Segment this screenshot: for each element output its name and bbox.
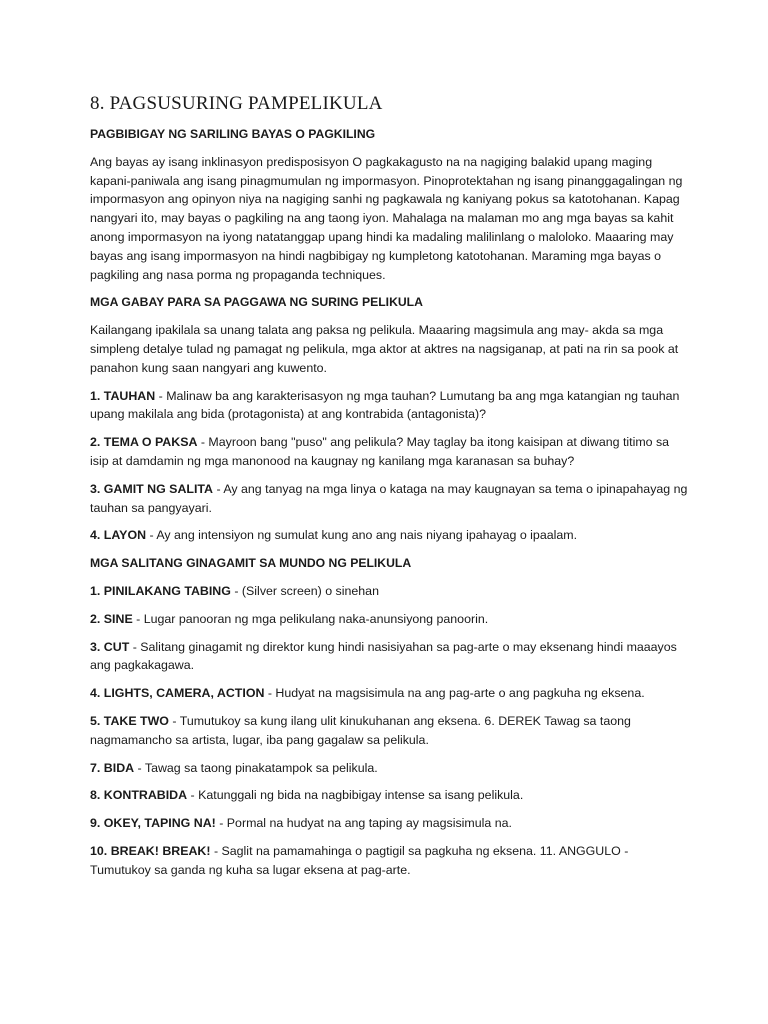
item-term: GAMIT NG SALITA	[103, 481, 214, 496]
item-term: LIGHTS, CAMERA, ACTION	[103, 686, 265, 701]
item-description: - Malinaw ba ang karakterisasyon ng mga tauhan? Lumutang ba ang mga katangian ng tauhan upang makilala ang bida (protagonista) at ang kontrabida (antagonista)?	[90, 388, 680, 422]
item-description: - Katunggali ng bida na nagbibigay intense sa isang pelikula.	[187, 788, 524, 803]
list-item	[90, 610, 690, 629]
section-heading-terms: MGA SALITANG GINAGAMIT SA MUNDO NG PELIKULA	[90, 556, 412, 571]
item-description: - Ay ang tanyag na mga linya o kataga na may kaugnayan sa tema o ipinapahayag ng tauhan sa pangyayari.	[90, 481, 688, 515]
list-item	[90, 684, 690, 703]
item-number: 10.	[90, 843, 108, 858]
section-heading-bias: PAGBIBIGAY NG SARILING BAYAS O PAGKILING	[90, 127, 376, 141]
list-item	[90, 526, 690, 545]
item-term: KONTRABIDA	[103, 788, 188, 803]
terms-list	[90, 582, 690, 880]
list-item	[90, 433, 690, 471]
item-number: 5.	[90, 713, 101, 728]
item-description: - Mayroon bang "puso" ang pelikula? May taglay ba itong kaisipan at diwang titimo sa isip at damdamin ng mga manonood na kaugnay ng kanilang mga karanasan sa buhay?	[90, 435, 670, 468]
list-item	[90, 712, 690, 750]
item-number: 3.	[90, 639, 101, 654]
list-item	[90, 814, 690, 833]
item-term: SINE	[103, 611, 133, 626]
item-term: TEMA O PAKSA	[103, 435, 198, 450]
item-number: 1.	[90, 583, 104, 598]
list-item	[90, 759, 690, 778]
item-description: - Salitang ginagamit ng direktor kung hindi nasisiyahan sa pag-arte o may eksenang hindi maaayos ang pagkakagawa.	[90, 639, 677, 673]
item-number: 4.	[90, 686, 101, 701]
item-term: PINILAKANG TABING	[103, 583, 231, 598]
item-term: BREAK! BREAK!	[110, 843, 211, 858]
item-term: OKEY, TAPING NA!	[103, 816, 216, 831]
item-description: - Tumutukoy sa kung ilang ulit kinukuhanan ang eksena. 6. DEREK Tawag sa taong nagmamancho sa artista, lugar, iba pang gagalaw sa pelikula.	[90, 713, 631, 747]
item-description: - (Silver screen) o sinehan	[230, 583, 379, 598]
guide-intro-paragraph: Kailangang ipakilala sa unang talata ang paksa ng pelikula. Maaaring magsimula ang may- akda sa mga simpleng detalye tulad ng pamagat ng pelikula, mga aktor at aktres na nagsiganap, at pati na rin sa pook at panahon kung saan nangyari ang kuwento.	[90, 323, 679, 375]
item-term: LAYON	[103, 528, 147, 543]
document-page	[90, 92, 690, 889]
item-description: - Hudyat na magsisimula na ang pag-arte o ang pagkuha ng eksena.	[264, 686, 645, 701]
guide-list	[90, 387, 690, 546]
section-heading-guide: MGA GABAY PARA SA PAGGAWA NG SURING PELIKULA	[90, 295, 423, 310]
item-description: - Pormal na hudyat na ang taping ay magsisimula na.	[215, 816, 512, 831]
item-number: 7.	[90, 760, 101, 775]
list-item	[90, 638, 690, 676]
item-term: BIDA	[103, 760, 135, 775]
list-item	[90, 387, 690, 425]
document-title: 8. PAGSUSURING PAMPELIKULA	[90, 93, 383, 114]
item-number: 2.	[90, 611, 101, 626]
item-number: 8.	[90, 788, 101, 803]
item-term: TAUHAN	[103, 388, 156, 403]
list-item	[90, 582, 690, 601]
list-item	[90, 842, 690, 880]
item-number: 1.	[90, 388, 101, 403]
item-description: - Lugar panooran ng mga pelikulang naka-anunsiyong panoorin.	[132, 611, 489, 626]
item-description: - Tawag sa taong pinakatampok sa pelikula.	[134, 760, 378, 775]
item-description: - Saglit na pamamahinga o pagtigil sa pagkuha ng eksena. 11. ANGGULO - Tumutukoy sa ganda ng kuha sa lugar eksena at pag-arte.	[90, 843, 629, 877]
item-number: 4.	[90, 528, 101, 543]
bias-paragraph: Ang bayas ay isang inklinasyon predisposisyon O pagkakagusto na na nagiging balakid upang maging kapani-paniwala ang isang pinagmumulan ng impormasyon. Pinoprotektahan ng isang pinanggagalingan ng impormasyon ang opinyon niya na nagiging sanhi ng pagkawala ng kaniyang pokus sa katotohanan. Kapag nangyari ito, may bayas o pagkiling na ang taong iyon. Mahalaga na malaman mo ang mga bayas sa kahit anong impormasyon na iyong natatanggap upang hindi ka madaling malilinlang o maloloko. Maaaring may bayas ang isang impormasyon na hindi nagbibigay ng kumpletong katotohanan. Maraming mga bayas o pagkiling ang nasa porma ng propaganda techniques.	[90, 154, 683, 282]
item-term: CUT	[103, 639, 130, 654]
item-number: 2.	[90, 435, 101, 450]
item-number: 3.	[90, 481, 101, 496]
list-item	[90, 480, 690, 518]
list-item	[90, 786, 690, 805]
item-term: TAKE TWO	[103, 713, 169, 728]
item-number: 9.	[90, 816, 101, 831]
item-description: - Ay ang intensiyon ng sumulat kung ano ang nais niyang ipahayag o ipaalam.	[146, 528, 578, 543]
